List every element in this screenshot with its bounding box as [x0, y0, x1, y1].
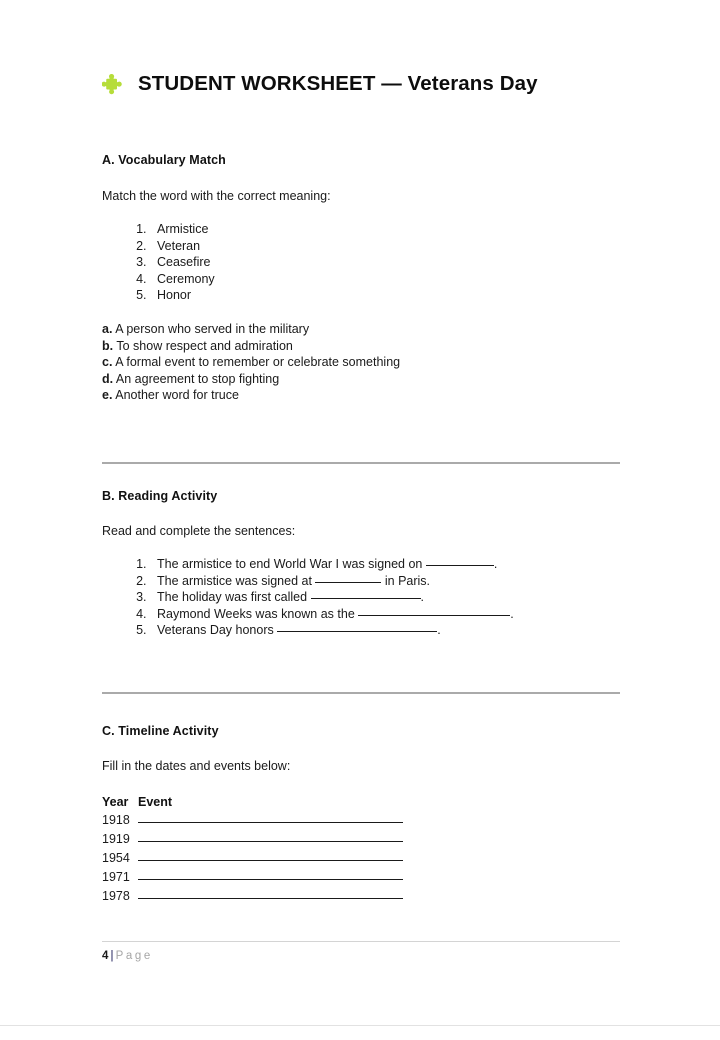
- list-item: [150, 622, 514, 639]
- puzzle-piece-icon: [102, 72, 127, 97]
- fill-in-blank[interactable]: [426, 556, 494, 566]
- table-row: [102, 849, 403, 868]
- section-b-intro: Read and complete the sentences:: [102, 524, 296, 538]
- table-header-row: [102, 794, 403, 811]
- event-blank[interactable]: [138, 849, 403, 861]
- year-cell: 1918: [102, 812, 130, 827]
- definition-text: An agreement to stop fighting: [115, 371, 280, 386]
- sentence-after: in Paris.: [381, 573, 431, 588]
- timeline-table: [102, 794, 403, 907]
- section-a-heading: A. Vocabulary Match: [102, 153, 226, 167]
- sentence-after: .: [437, 623, 441, 638]
- page-title-row: [102, 72, 538, 97]
- list-item: [150, 573, 514, 590]
- list-item: 2. Veteran: [150, 238, 215, 255]
- event-blank[interactable]: [138, 830, 403, 842]
- table-row: [102, 830, 403, 849]
- vocabulary-definition-list: [102, 321, 400, 404]
- definition-key: c.: [102, 355, 113, 370]
- list-item: 3. Ceasefire: [150, 254, 215, 271]
- footer-page-indicator: [102, 950, 153, 962]
- section-a-intro: Match the word with the correct meaning:: [102, 189, 331, 203]
- reading-sentence-list: [102, 556, 514, 639]
- list-item: [102, 321, 400, 338]
- column-header-year: Year: [102, 795, 129, 809]
- fill-in-blank[interactable]: [358, 606, 510, 616]
- table-row: [102, 811, 403, 830]
- fill-in-blank[interactable]: [311, 589, 421, 599]
- list-item: [102, 371, 400, 388]
- definition-text: A person who served in the military: [115, 322, 310, 336]
- vocabulary-word-list: [102, 221, 215, 304]
- definition-key: e.: [102, 388, 113, 403]
- sentence-before: Veterans Day honors: [157, 623, 278, 638]
- year-cell: 1971: [102, 870, 130, 885]
- page-bottom-edge: [0, 1025, 720, 1026]
- definition-text: A formal event to remember or celebrate something: [115, 355, 401, 370]
- list-item: 4. Ceremony: [150, 271, 215, 288]
- event-blank[interactable]: [138, 887, 403, 899]
- sentence-before: Raymond Weeks was known as the: [157, 606, 359, 621]
- section-b-heading: B. Reading Activity: [102, 489, 218, 503]
- year-cell: 1954: [102, 851, 130, 865]
- footer-divider: [102, 941, 620, 942]
- section-c-intro: Fill in the dates and events below:: [102, 759, 291, 773]
- list-item: [150, 589, 514, 606]
- definition-text: To show respect and admiration: [116, 338, 293, 353]
- page-title: STUDENT WORKSHEET — Veterans Day: [138, 72, 538, 96]
- section-c-heading: C. Timeline Activity: [102, 724, 219, 738]
- sentence-after: .: [420, 590, 425, 605]
- column-header-event: Event: [138, 795, 173, 809]
- sentence-after: .: [493, 557, 498, 571]
- fill-in-blank[interactable]: [315, 573, 381, 583]
- page-number: 4: [102, 950, 109, 962]
- list-item: [102, 354, 400, 371]
- section-divider: [102, 462, 620, 464]
- definition-key: b.: [102, 338, 114, 353]
- list-item: [102, 387, 400, 404]
- event-blank[interactable]: [138, 868, 403, 880]
- list-item: [102, 338, 400, 355]
- table-row: [102, 868, 403, 887]
- table-row: [102, 887, 403, 906]
- sentence-before: The armistice to end World War I was signed on: [157, 557, 426, 571]
- list-item: [150, 606, 514, 623]
- page-separator: |: [110, 950, 114, 962]
- fill-in-blank[interactable]: [277, 622, 437, 632]
- definition-key: d.: [102, 371, 114, 386]
- event-blank[interactable]: [138, 811, 403, 823]
- definition-text: Another word for truce: [115, 388, 239, 403]
- definition-key: a.: [102, 322, 113, 336]
- sentence-before: The armistice was signed at: [157, 573, 316, 588]
- sentence-before: The holiday was first called: [157, 590, 311, 605]
- list-item: [150, 556, 514, 573]
- section-divider: [102, 692, 620, 694]
- list-item: 1. Armistice: [150, 221, 215, 238]
- page-label: Page: [115, 950, 153, 962]
- sentence-after: .: [510, 606, 514, 621]
- year-cell: 1978: [102, 889, 130, 904]
- year-cell: 1919: [102, 831, 130, 846]
- list-item: 5. Honor: [150, 287, 215, 304]
